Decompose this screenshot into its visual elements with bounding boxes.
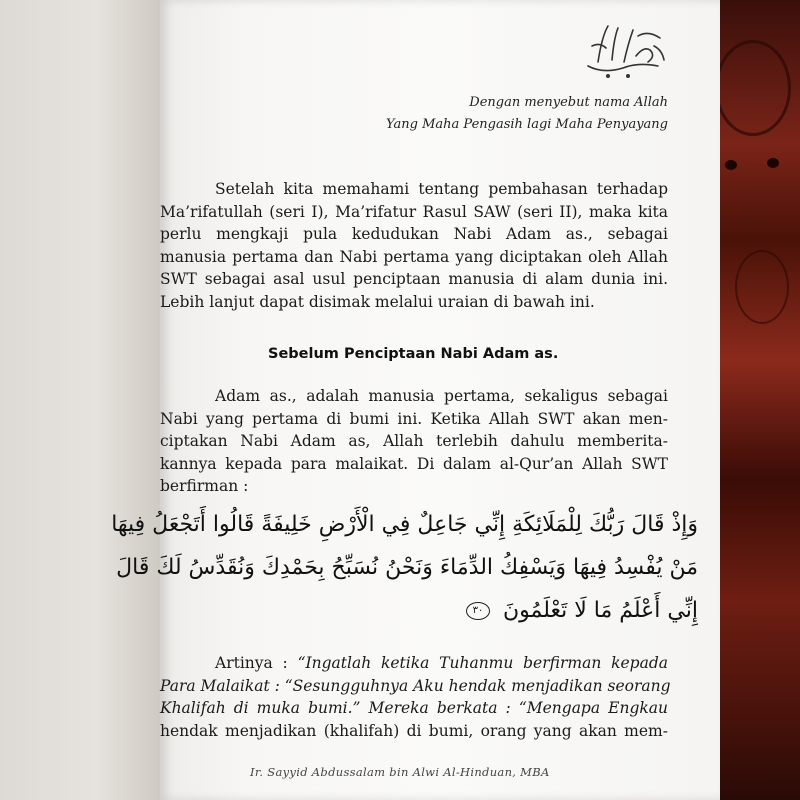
- basmalah-line-2: Yang Maha Pengasih lagi Maha Penyayang: [385, 117, 668, 132]
- left-page: [0, 0, 160, 800]
- basmalah-translation: [386, 92, 668, 136]
- ayah-number-icon: ٣٠: [466, 602, 490, 620]
- intro-paragraph: [160, 178, 668, 313]
- translation-line: Para Malaikat : “Sesungguhnya Aku hendak menjadikan seorang: [160, 676, 671, 695]
- translation-first-line: [215, 652, 668, 675]
- basmalah-line-1: Dengan menyebut nama Allah: [469, 95, 668, 110]
- translation-line: Khalifah di muka bumi.” Mereka berkata : “Mengapa Engkau: [160, 699, 668, 717]
- intro-line: SWT sebagai asal usul penciptaan manusia di alam dunia ini.: [160, 270, 668, 288]
- section-heading: Sebelum Penciptaan Nabi Adam as.: [268, 346, 559, 362]
- intro-line: manusia pertama dan Nabi pertama yang diciptakan oleh Allah: [160, 247, 668, 266]
- translation-paragraph: [160, 652, 671, 742]
- arabic-verse-line-1: وَإِذْ قَالَ رَبُّكَ لِلْمَلَائِكَةِ إِنِّي جَاعِلٌ فِي الْأَرْضِ خَلِيفَةً قَالُوا أَتَجْعَلُ فِيهَا: [111, 512, 698, 537]
- translation-label: Artinya :: [215, 654, 298, 672]
- section-line: Adam as., adalah manusia pertama, sekaligus sebagai: [215, 387, 668, 405]
- intro-line: Ma’rifatullah (seri I), Ma’rifatur Rasul SAW (seri II), maka kita: [160, 202, 668, 221]
- section-paragraph: [160, 385, 668, 498]
- page-footer-author: Ir. Sayyid Abdussalam bin Alwi Al-Hinduan, MBA: [250, 765, 550, 779]
- section-line: kannya kepada para malaikat. Di dalam al-Qur’an Allah SWT: [160, 454, 668, 473]
- section-line: ciptakan Nabi Adam as, Allah terlebih dahulu memberita-: [160, 432, 668, 450]
- translation-line: “Ingatlah ketika Tuhanmu berfirman kepada: [297, 654, 668, 672]
- intro-line: perlu mengkaji pula kedudukan Nabi Adam as., sebagai: [160, 225, 668, 243]
- section-line: Nabi yang pertama di bumi ini. Ketika Allah SWT akan men-: [160, 409, 668, 428]
- arabic-verse-line-3: [466, 598, 698, 623]
- basmalah-calligraphy-icon: [578, 16, 673, 80]
- book-page: [111, 0, 720, 800]
- arabic-verse-text: إِنِّي أَعْلَمُ مَا لَا تَعْلَمُونَ: [502, 598, 698, 623]
- intro-line: Lebih lanjut dapat disimak melalui uraian di bawah ini.: [160, 292, 595, 311]
- arabic-verse-line-2: مَنْ يُفْسِدُ فِيهَا وَيَسْفِكُ الدِّمَاءَ وَنَحْنُ نُسَبِّحُ بِحَمْدِكَ وَنُقَدِّسُ لَكَ قَالَ: [116, 555, 698, 580]
- section-line: berfirman :: [160, 477, 249, 495]
- intro-line: Setelah kita memahami tentang pembahasan terhadap: [215, 180, 668, 198]
- translation-line: hendak menjadikan (khalifah) di bumi, orang yang akan mem-: [160, 721, 668, 740]
